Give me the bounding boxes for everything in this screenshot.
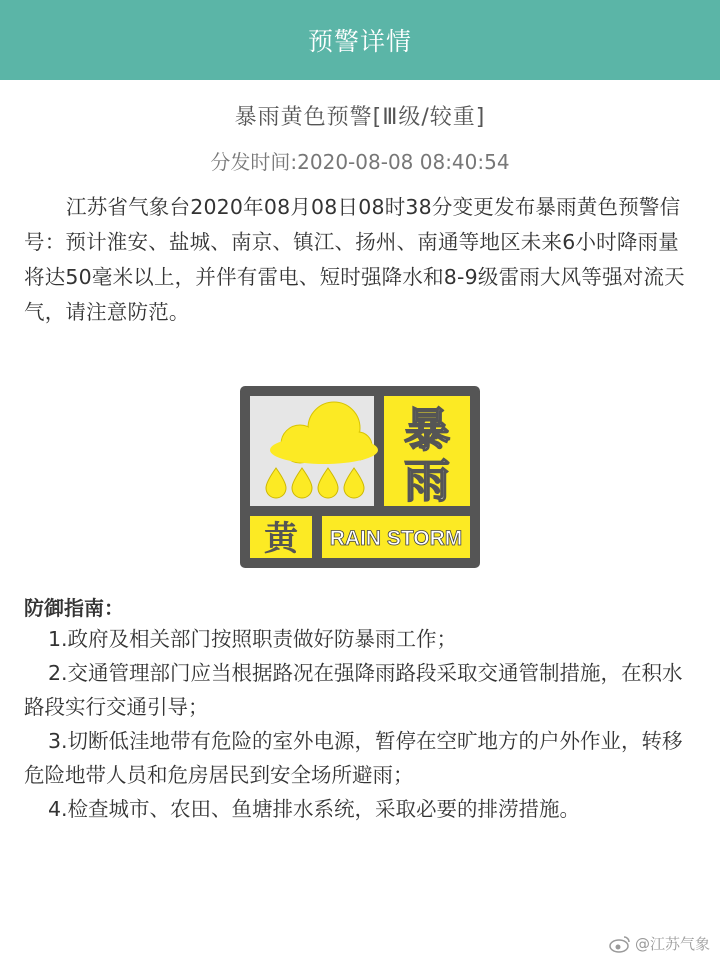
warning-english-label: RAIN STORM xyxy=(329,527,463,550)
warning-level-char: 黄 xyxy=(264,519,298,559)
alert-description: 江苏省气象台2020年08月08日08时38分变更发布暴雨黄色预警信号：预计淮安、盐城、南京、镇江、扬州、南通等地区未来6小时降雨量将达50毫米以上，并伴有雷电、短时强降水和8-9级雷雨大风等强对流天气，请注意防范。 xyxy=(24,195,685,324)
rainstorm-yellow-warning-icon xyxy=(240,386,480,568)
watermark xyxy=(609,933,710,954)
warning-type-char-top: 暴 xyxy=(404,403,450,457)
issue-time: 分发时间:2020-08-08 08:40:54 xyxy=(210,150,510,174)
guide-item-2: 2.交通管理部门应当根据路况在强降雨路段采取交通管制措施，在积水路段实行交通引导； xyxy=(24,661,683,719)
weibo-icon xyxy=(609,935,631,953)
guide-item-4: 4.检查城市、农田、鱼塘排水系统，采取必要的排涝措施。 xyxy=(48,797,581,821)
warning-type-char-bottom: 雨 xyxy=(404,454,450,508)
page-title: 预警详情 xyxy=(307,27,412,56)
guide-item-3: 3.切断低洼地带有危险的室外电源，暂停在空旷地方的户外作业，转移危险地带人员和危房居民到安全场所避雨； xyxy=(24,729,683,787)
guide-list xyxy=(24,622,700,826)
guide-heading: 防御指南： xyxy=(24,596,124,620)
header-bar xyxy=(0,0,720,80)
watermark-text: @江苏气象 xyxy=(634,935,710,953)
alert-title: 暴雨黄色预警[Ⅲ级/较重] xyxy=(234,105,486,130)
guide-item-1: 1.政府及相关部门按照职责做好防暴雨工作； xyxy=(48,627,458,651)
